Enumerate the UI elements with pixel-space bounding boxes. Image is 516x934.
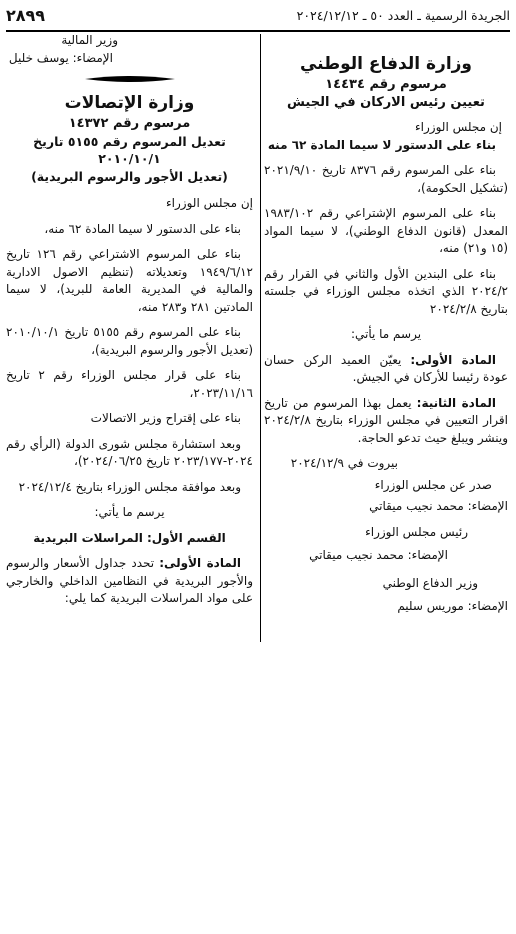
article-2 [264, 395, 508, 448]
basis-constitution: بناء على الدستور لا سيما المادة ٦٢ منه [267, 137, 496, 152]
telecom-article-1 [6, 555, 253, 608]
page-header [6, 8, 510, 30]
spacer [264, 447, 508, 455]
telecom-intro: إن مجلس الوزراء [166, 196, 253, 210]
intro-line: إن مجلس الوزراء [415, 120, 502, 134]
pm-title: رئيس مجلس الوزراء [365, 524, 468, 539]
spacer [6, 522, 253, 530]
signature-pm-2: الإمضاء: محمد نجيب ميقاتي [309, 548, 448, 562]
telecom-para-3: بناء على قرار مجلس الوزراء رقم ٢ تاريخ ٢٠٢٣/١١/١٦، [6, 368, 253, 400]
article-1-text: يعيّن العميد الركن حسان عودة رئيسا للأركان في الجيش. [264, 352, 508, 384]
preamble-para-1: بناء على المرسوم رقم ٨٣٧٦ تاريخ ٢٠٢١/٩/١٠ (تشكيل الحكومة)، [264, 163, 508, 195]
telecom-para-2: بناء على المرسوم رقم ٥١٥٥ تاريخ ٢٠١٠/١٠/١ (تعديل الأجور والرسوم البريدية)، [6, 325, 253, 357]
spacer [264, 344, 508, 352]
telecom-para-6: وبعد موافقة مجلس الوزراء بتاريخ ٢٠٢٤/١٢/٤ [18, 479, 241, 494]
telecom-article-1-label: المادة الأولى: [159, 556, 241, 570]
telecom-basis: بناء على الدستور لا سيما المادة ٦٢ منه، [44, 221, 241, 236]
telecom-para-4: بناء على إقتراح وزير الاتصالات [90, 411, 241, 425]
defense-minister-title: وزير الدفاع الوطني [382, 575, 478, 590]
spacer [264, 387, 508, 395]
decree-number: مرسوم رقم ١٤٤٣٤ [325, 77, 447, 92]
gazette-title: الجريدة الرسمية ـ العدد ٥٠ ـ ٢٠٢٤/١٢/١٢ [296, 8, 510, 23]
ministry-title-defense: وزارة الدفاع الوطني [299, 54, 473, 74]
spacer [6, 359, 253, 367]
article-1 [264, 352, 508, 387]
decree-number-line [264, 76, 508, 94]
telecom-decree-number: مرسوم رقم ١٤٣٧٢ [68, 116, 191, 131]
left-column [6, 33, 253, 608]
spacer [264, 258, 508, 266]
spacer [6, 428, 253, 436]
finance-minister-title: وزير المالية [61, 33, 118, 47]
decrees-line: يرسم ما يأتي: [350, 327, 422, 341]
spacer [6, 238, 253, 246]
telecom-article-1-text: تحدد جداول الأسعار والرسوم والأجور البريدية في النظامين الداخلي والخارجي على مواد المراسلات البريدية كما يلي: [6, 556, 253, 605]
article-1-label: المادة الأولى: [410, 352, 496, 367]
spacer [6, 471, 253, 479]
spacer [264, 154, 508, 162]
spacer [6, 547, 253, 555]
telecom-decrees-line: يرسم ما يأتي: [94, 505, 165, 519]
spacer [264, 197, 508, 205]
amend-subtitle: (تعديل الأجور والرسوم البريدية) [31, 168, 228, 184]
right-column [264, 38, 508, 616]
article-2-label: المادة الثانية: [416, 395, 496, 410]
spacer [6, 316, 253, 324]
signature-pm-1: الإمضاء: محمد نجيب ميقاتي [369, 499, 508, 513]
preamble-para-3: بناء على البندين الأول والثاني في القرار رقم ٢٠٢٤/٢ الذي اتخذه مجلس الوزراء في جلسته بتاريخ ٢٠٢٤/٢/٨ [264, 266, 508, 316]
spacer [6, 213, 253, 221]
ministry-title-telecom: وزارة الإتصالات [64, 93, 195, 113]
signature-finance: الإمضاء: يوسف خليل [8, 50, 113, 65]
spacer [6, 496, 253, 504]
section-ornament [85, 73, 175, 85]
section-1-heading: القسم الأول: المراسلات البريدية [33, 530, 226, 545]
page-number: ٢٨٩٩ [6, 6, 46, 25]
issued-by: صدر عن مجلس الوزراء [374, 477, 492, 492]
decree-subject: تعيين رئيس الاركان في الجيش [287, 94, 485, 110]
article-2-text: يعمل بهذا المرسوم من تاريخ اقرار التعيين في مجلس الوزراء بتاريخ ٢٠٢٤/٢/٨ وينشر ويبلغ حيث تدعو الحاجة. [264, 395, 508, 445]
signature-defense: الإمضاء: موريس سليم [397, 599, 508, 613]
spacer [6, 402, 253, 410]
amend-title: تعديل المرسوم رقم ٥١٥٥ تاريخ ٢٠١٠/١٠/١ [33, 133, 226, 166]
preamble-para-2: بناء على المرسوم الإشتراعي رقم ١٩٨٣/١٠٢ المعدل (قانون الدفاع الوطني)، لا سيما المواد (١٥ و٢١) منه، [264, 206, 508, 255]
column-divider [260, 34, 261, 642]
place-date: بيروت في ٢٠٢٤/١٢/٩ [290, 456, 398, 470]
telecom-para-5: وبعد استشارة مجلس شورى الدولة (الرأي رقم ٢٠٢٤-٢٠٢٣/١٧٧ تاريخ ٢٠٢٤/٠٦/٢٥)، [6, 436, 253, 468]
spacer [264, 318, 508, 326]
telecom-para-1: بناء على المرسوم الاشتراعي رقم ١٢٦ تاريخ ١٩٤٩/٦/١٢ وتعديلاته (تنظيم الاصول الادارية والمالية في المديرية العامة للبريد)، لا سيما المادتين ٢٨١ و٢٨٣ منه، [6, 247, 253, 314]
